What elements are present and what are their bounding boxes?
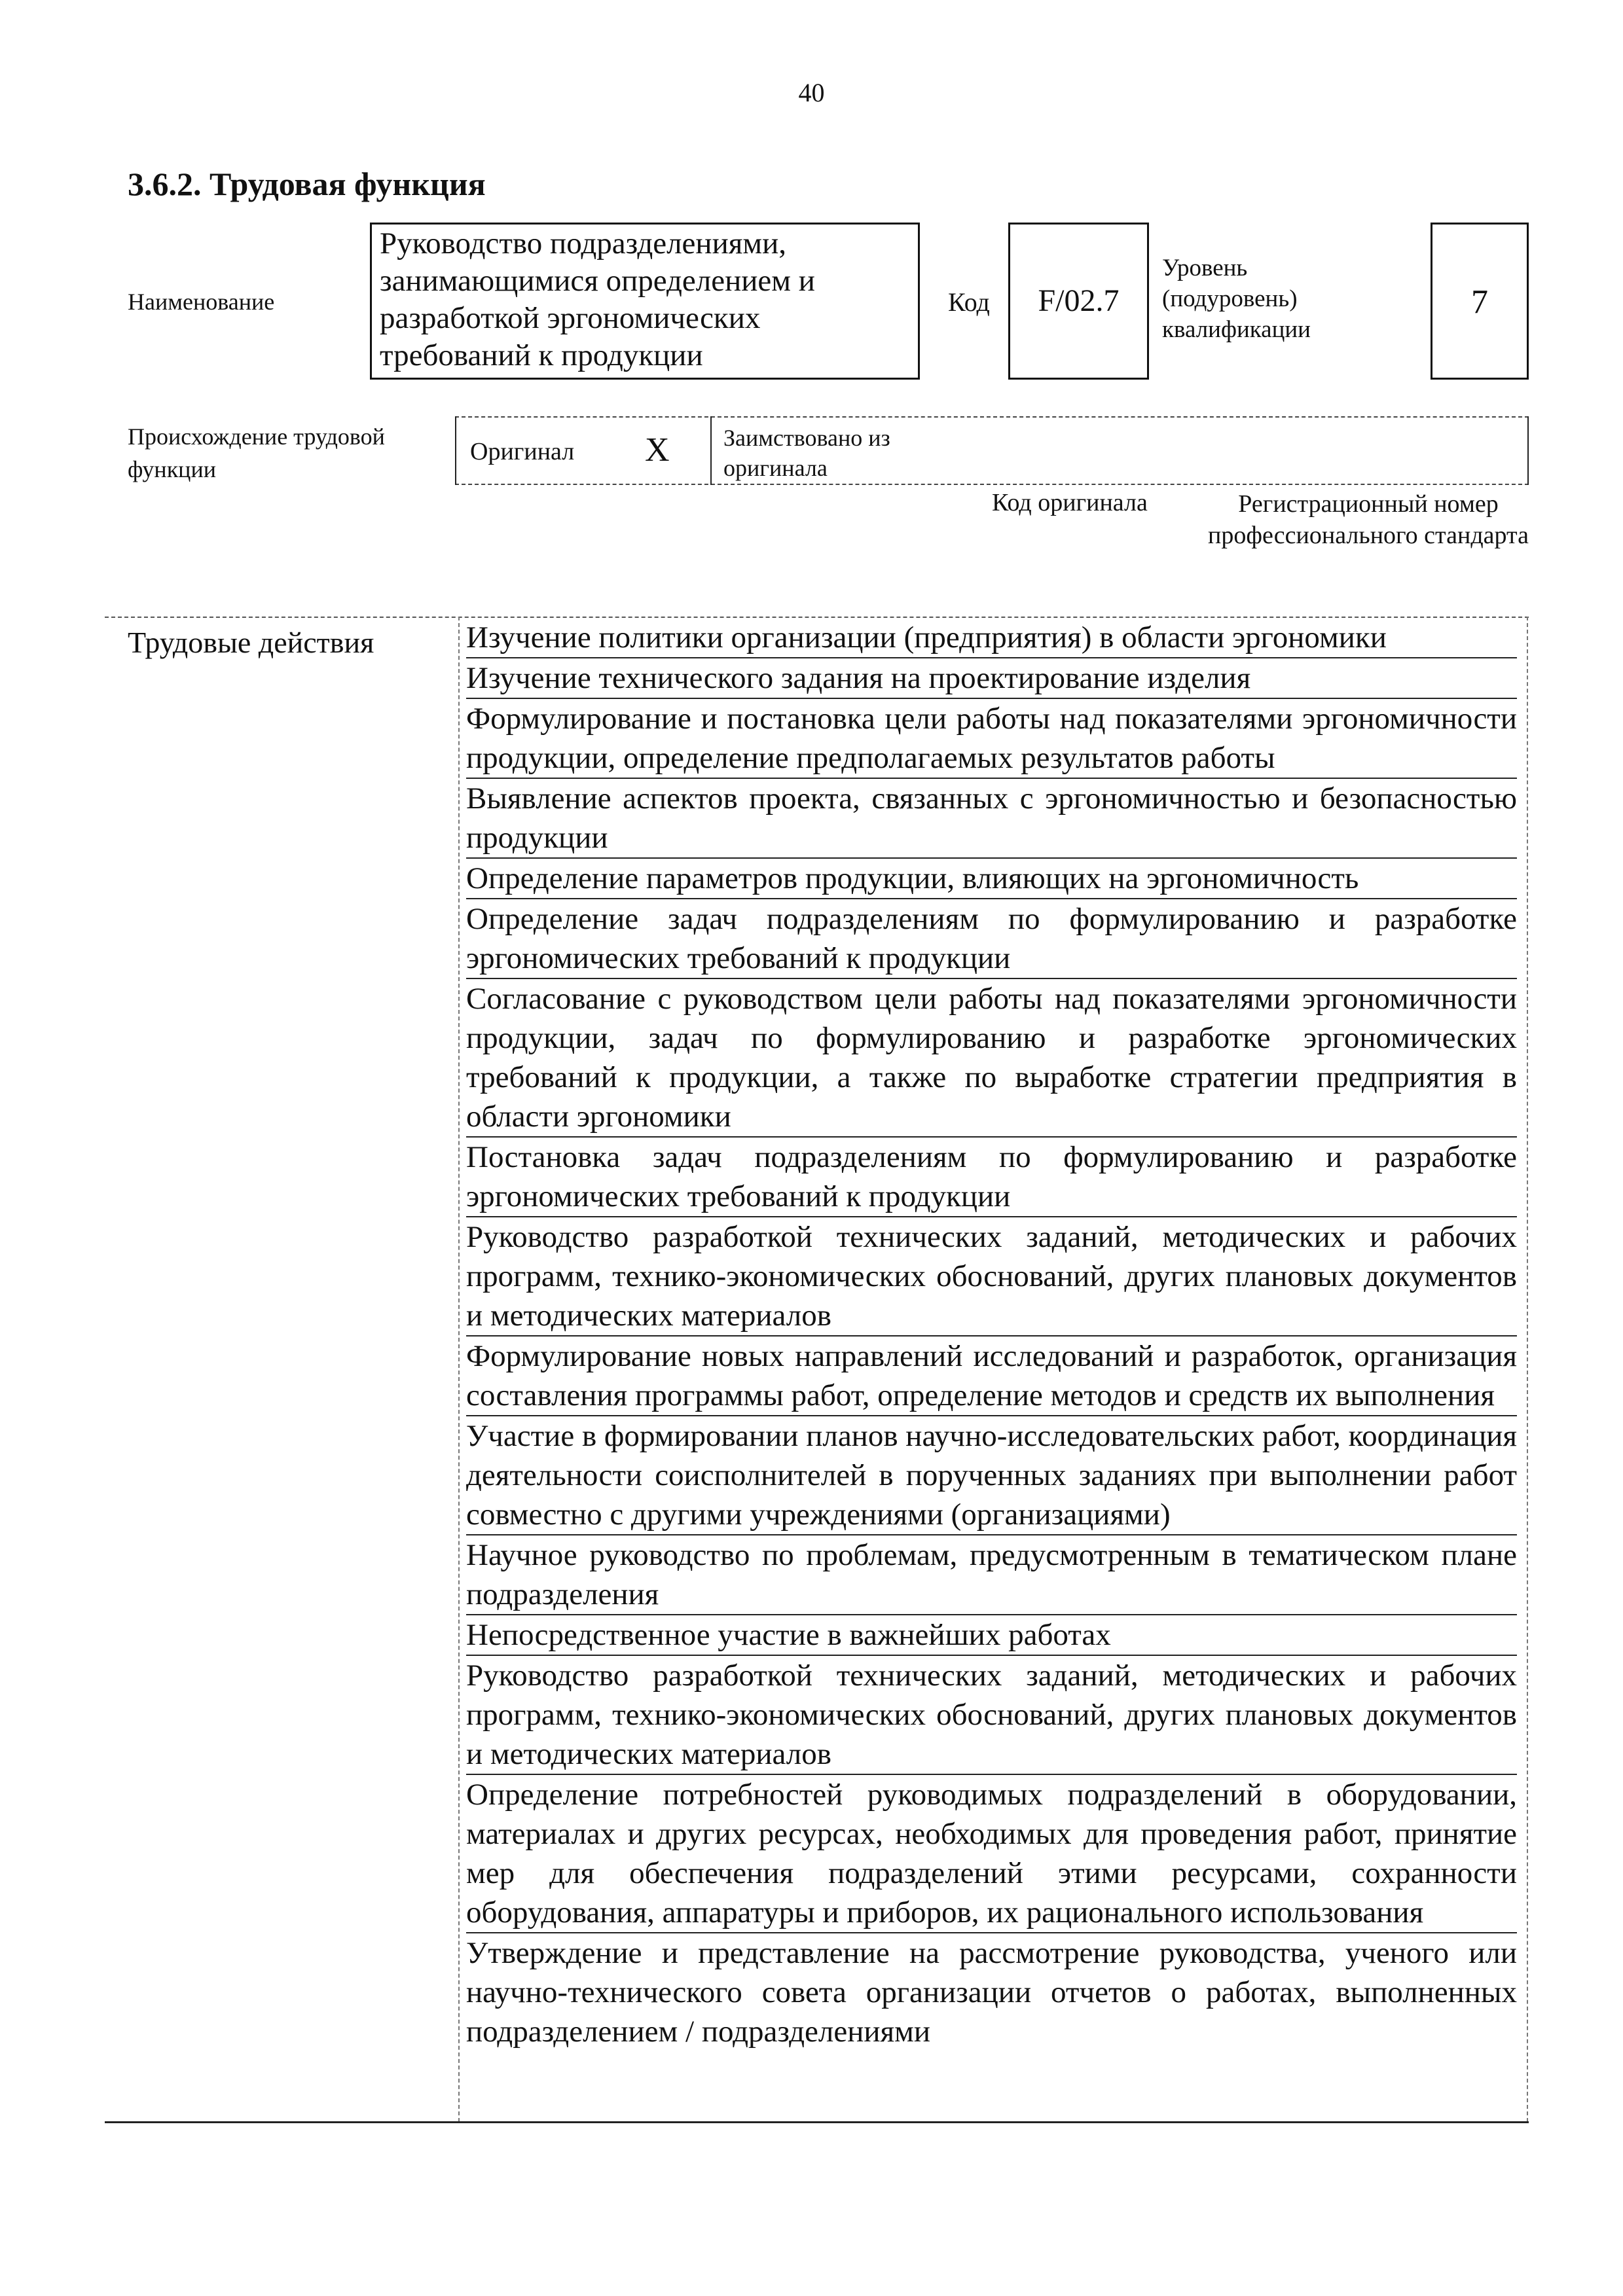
labor-actions-list	[466, 618, 1517, 2051]
origin-divider-borrowed	[710, 416, 712, 485]
level-value: 7	[1471, 283, 1488, 321]
original-mark: X	[645, 431, 670, 469]
labor-action-item: Постановка задач подразделениям по формулированию и разработке эргономических требований к продукции	[466, 1138, 1517, 1217]
original-code-label: Код оригинала	[992, 489, 1148, 516]
registration-number-label: Регистрационный номер профессионального стандарта	[1208, 490, 1529, 549]
level-label: Уровень (подуровень) квалификации	[1162, 255, 1311, 343]
origin-divider-right	[1527, 416, 1529, 485]
labor-action-item: Выявление аспектов проекта, связанных с эргономичностью и безопасностью продукции	[466, 779, 1517, 859]
labor-action-item: Формулирование и постановка цели работы над показателями эргономичности продукции, определение предполагаемых результатов работы	[466, 699, 1517, 779]
origin-divider-left	[455, 416, 456, 485]
labor-action-item: Согласование с руководством цели работы над показателями эргономичности продукции, задач по формулированию и разработке эргономических требований к продукции, а также по выработке стратегии предприятия в области эргономики	[466, 979, 1517, 1138]
code-label: Код	[948, 287, 990, 317]
code-value: F/02.7	[1038, 283, 1120, 318]
actions-right-rule	[1527, 617, 1528, 2122]
origin-table	[455, 416, 1529, 485]
name-label: Наименование	[128, 289, 275, 315]
actions-bottom-rule	[105, 2121, 1529, 2123]
page-number: 40	[798, 78, 825, 107]
labor-action-item: Участие в формировании планов научно-исследовательских работ, координация деятельности соисполнителей в порученных заданиях при выполнении работ совместно с другими учреждениями (организациями)	[466, 1416, 1517, 1535]
labor-action-item: Руководство разработкой технических заданий, методических и рабочих программ, технико-экономических обоснований, других плановых документов и методических материалов	[466, 1217, 1517, 1336]
origin-label: Происхождение трудовой функции	[128, 423, 385, 482]
labor-action-item: Изучение политики организации (предприятия) в области эргономики	[466, 618, 1517, 658]
labor-action-item: Утверждение и представление на рассмотрение руководства, ученого или научно-технического совета организации отчетов о работах, выполненных подразделением / подразделениями	[466, 1936, 1517, 2049]
labor-action-item: Определение параметров продукции, влияющих на эргономичность	[466, 859, 1517, 899]
actions-left-rule	[458, 617, 460, 2122]
function-name-value: Руководство подразделениями, занимающимися определением и разработкой эргономических требований к продукции	[380, 226, 815, 372]
labor-action-item: Формулирование новых направлений исследований и разработок, организация составления программы работ, определение методов и средств их выполнения	[466, 1336, 1517, 1416]
labor-action-item: Руководство разработкой технических заданий, методических и рабочих программ, технико-экономических обоснований, других плановых документов и методических материалов	[466, 1656, 1517, 1775]
section-title: 3.6.2. Трудовая функция	[128, 166, 486, 202]
labor-action-item: Непосредственное участие в важнейших работах	[466, 1615, 1517, 1656]
original-label: Оригинал	[470, 438, 575, 465]
labor-action-item: Научное руководство по проблемам, предусмотренным в тематическом плане подразделения	[466, 1535, 1517, 1615]
labor-action-item: Определение потребностей руководимых подразделений в оборудовании, материалах и других ресурсах, необходимых для проведения работ, принятие мер для обеспечения подразделений этими ресурсами, сохранности оборудования, аппаратуры и приборов, их рационального использования	[466, 1775, 1517, 1933]
labor-action-item: Определение задач подразделениям по формулированию и разработке эргономических требований к продукции	[466, 899, 1517, 979]
labor-action-item: Изучение технического задания на проектирование изделия	[466, 658, 1517, 699]
labor-actions-label: Трудовые действия	[128, 626, 374, 659]
borrowed-label: Заимствовано из оригинала	[723, 425, 890, 481]
